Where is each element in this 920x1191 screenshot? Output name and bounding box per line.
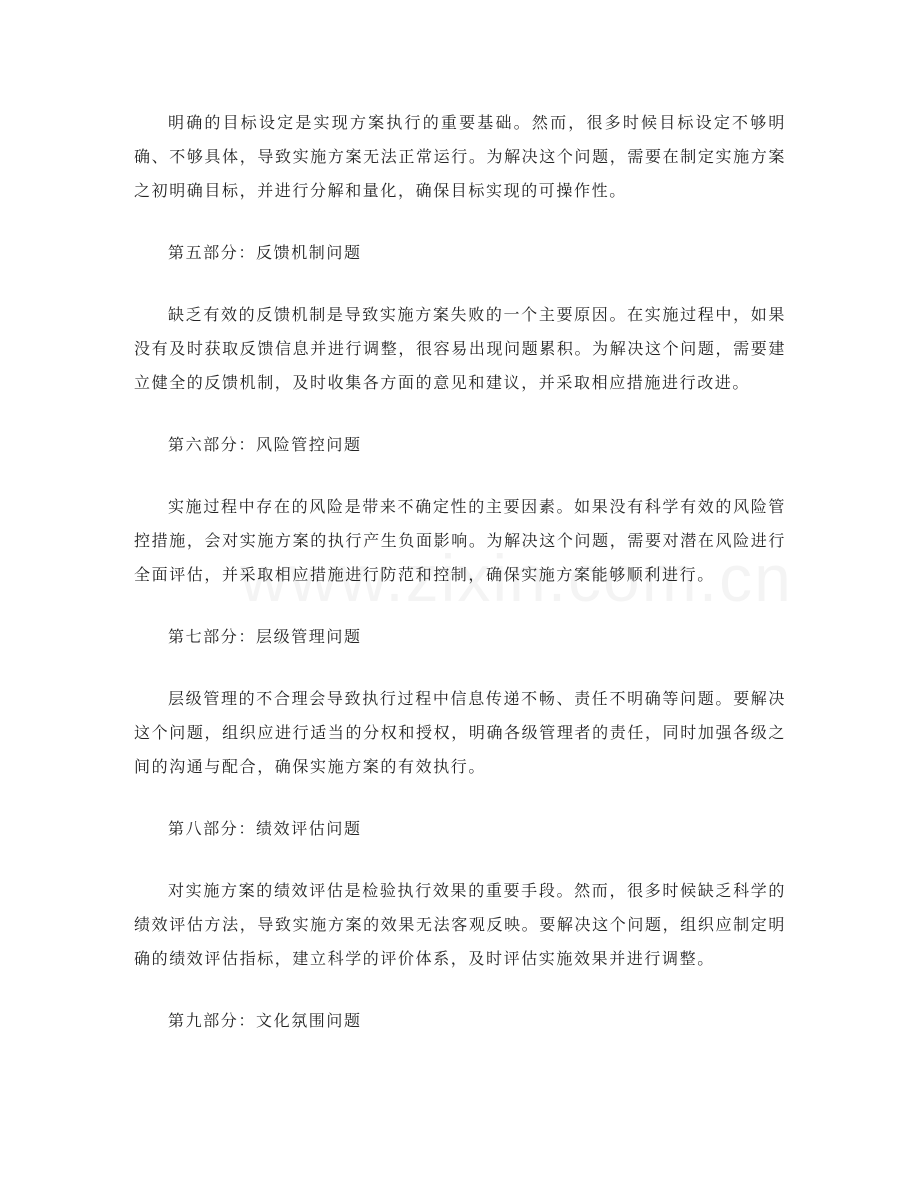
document-body: [134, 106, 786, 1038]
heading-part-6: 第六部分：风险管控问题: [168, 435, 362, 454]
paragraph-goal-setting: 明确的目标设定是实现方案执行的重要基础。然而，很多时候目标设定不够明确、不够具体，导致实施方案无法正常运行。为解决这个问题，需要在制定实施方案之初明确目标，并进行分解和量化，确保目标实现的可操作性。: [134, 113, 786, 200]
paragraph-hierarchy: 层级管理的不合理会导致执行过程中信息传递不畅、责任不明确等问题。要解决这个问题，组织应进行适当的分权和授权，明确各级管理者的责任，同时加强各级之间的沟通与配合，确保实施方案的有效执行。: [134, 689, 786, 776]
heading-part-5: 第五部分：反馈机制问题: [168, 243, 362, 262]
paragraph-performance: 对实施方案的绩效评估是检验执行效果的重要手段。然而，很多时候缺乏科学的绩效评估方法，导致实施方案的效果无法客观反映。要解决这个问题，组织应制定明确的绩效评估指标，建立科学的评价体系，及时评估实施效果并进行调整。: [134, 881, 786, 968]
heading-part-7: 第七部分：层级管理问题: [168, 627, 362, 646]
paragraph-feedback: 缺乏有效的反馈机制是导致实施方案失败的一个主要原因。在实施过程中，如果没有及时获取反馈信息并进行调整，很容易出现问题累积。为解决这个问题，需要建立健全的反馈机制，及时收集各方面的意见和建议，并采取相应措施进行改进。: [134, 305, 786, 392]
paragraph-risk: 实施过程中存在的风险是带来不确定性的主要因素。如果没有科学有效的风险管控措施，会对实施方案的执行产生负面影响。为解决这个问题，需要对潜在风险进行全面评估，并采取相应措施进行防范和控制，确保实施方案能够顺利进行。: [134, 497, 786, 584]
heading-part-9: 第九部分：文化氛围问题: [168, 1011, 362, 1030]
heading-part-8: 第八部分：绩效评估问题: [168, 819, 362, 838]
